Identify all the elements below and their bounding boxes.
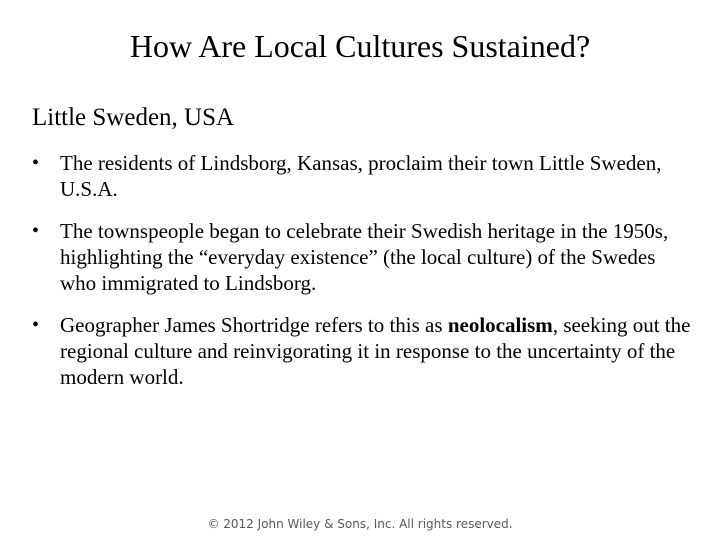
bullet-text-before: Geographer James Shortridge refers to this as bbox=[60, 313, 448, 337]
bullet-item-neolocalism bbox=[32, 312, 692, 390]
bullet-list bbox=[32, 150, 692, 406]
copyright-notice: © 2012 John Wiley & Sons, Inc. All rights reserved. bbox=[207, 517, 513, 531]
bullet-text: The townspeople began to celebrate their Swedish heritage in the 1950s, highlighting the “everyday existence” (the local culture) of the Swedes who immigrated to Lindsborg. bbox=[60, 219, 669, 295]
slide-title: How Are Local Cultures Sustained? bbox=[129, 28, 591, 64]
bullet-icon: • bbox=[32, 314, 40, 336]
bullet-text-after: , seeking out the regional culture and reinvigorating it in response to the uncertainty of the modern world. bbox=[60, 313, 691, 389]
section-heading: Little Sweden, USA bbox=[32, 104, 235, 131]
neolocalism-term: neolocalism bbox=[447, 313, 553, 337]
bullet-item-lindsborg bbox=[32, 150, 692, 202]
bullet-icon: • bbox=[32, 220, 40, 242]
bullet-icon: • bbox=[32, 152, 40, 174]
bullet-text: The residents of Lindsborg, Kansas, proclaim their town Little Sweden, U.S.A. bbox=[60, 151, 662, 201]
bullet-item-heritage bbox=[32, 218, 692, 296]
